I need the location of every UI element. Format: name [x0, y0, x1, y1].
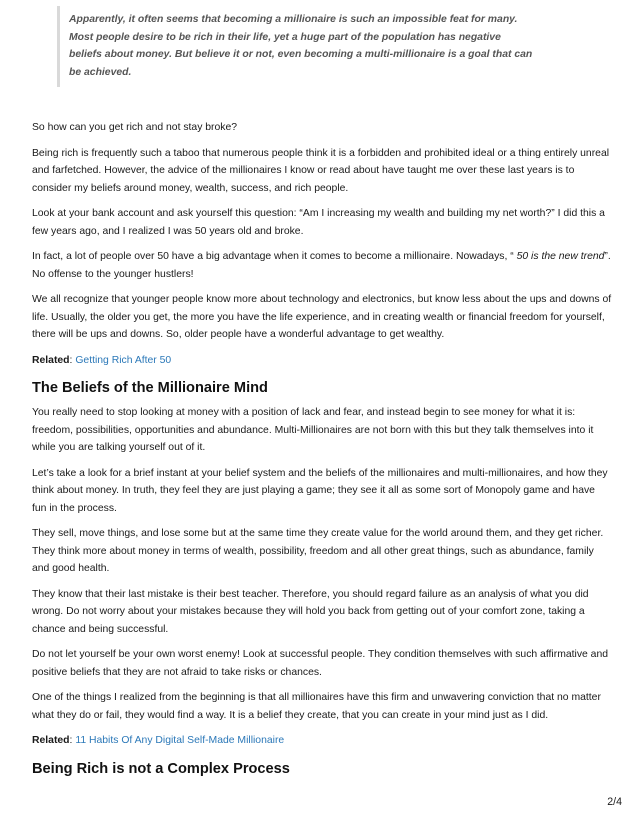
- paragraph: One of the things I realized from the beginning is that all millionaires have this firm and unwavering conviction that no matter what they do or fail, they would find a way. It is a belief they create, that you can create in your mind just as I did.: [32, 692, 601, 721]
- quote-line: be achieved.: [69, 66, 132, 78]
- article-body: [32, 119, 612, 785]
- quote-line: Apparently, it often seems that becoming a millionaire is such an impossible feat for many.: [69, 14, 518, 25]
- paragraph: Do not let yourself be your own worst enemy! Look at successful people. They condition themselves with such affirmative and positive beliefs that they are not afraid to take risks or chances.: [32, 649, 609, 678]
- paragraph: You really need to stop looking at money with a position of lack and fear, and instead begin to see money for what it is: freedom, possibilities, opportunities and abundance. Multi-Millionaires are not born with this but they talk themselves into it while you are talking yourself out of it.: [32, 407, 594, 453]
- related-line: [32, 732, 612, 750]
- related-label: Related: [32, 735, 70, 746]
- section-heading: The Beliefs of the Millionaire Mind: [32, 380, 268, 396]
- paragraph: Being rich is frequently such a taboo that numerous people think it is a forbidden and prohibited ideal or a thing entirely unreal and farfetched. However, the advice of the millionaires I know or read about have taught me over these last years is to consider my beliefs around money, wealth, success, and rich people.: [32, 147, 610, 194]
- section-heading: Being Rich is not a Complex Process: [32, 760, 290, 777]
- paragraph-text: ”. No offense to the younger hustlers!: [32, 251, 611, 280]
- paragraph: They know that their last mistake is their best teacher. Therefore, you should regard failure as an analysis of what you did wrong. Do not worry about your mistakes because they will hold you back from getting out of your comfort zone, taking a chance and being successful.: [32, 588, 589, 635]
- paragraph: They sell, move things, and lose some but at the same time they create value for the world around them, and they get richer. They think more about money in terms of wealth, possibility, freedom and all other great things, such as abundance, family and good health.: [32, 528, 604, 574]
- emphasis-text: 50 is the new trend: [516, 251, 605, 262]
- related-separator: :: [69, 735, 76, 746]
- quote-line: beliefs about money. But believe it or not, even becoming a multi-millionaire is a goal that can: [69, 49, 533, 60]
- related-line: [32, 352, 612, 370]
- paragraph-text: In fact, a lot of people over 50 have a big advantage when it comes to become a millionaire. Nowadays, “: [32, 251, 517, 262]
- paragraph: Look at your bank account and ask yourself this question: “Am I increasing my wealth and building my net worth?” I did this a few years ago, and I realized I was 50 years old and broke.: [32, 208, 605, 237]
- paragraph: Let’s take a look for a brief instant at your belief system and the beliefs of the millionaires and multi-millionaires, and how they think about money. In truth, they feel they are just playing a game; they see it all as some sort of Monopoly game and have fun in the process.: [32, 467, 608, 514]
- paragraph: We all recognize that younger people know more about technology and electronics, but know less about the ups and downs of life. Usually, the older you get, the more you have the life experience, and in creating wealth or financial freedom for yourself, there will be ups and downs. So, older people have a wonderful advantage to get wealthy.: [32, 294, 612, 340]
- quote-line: Most people desire to be rich in their life, yet a huge part of the population has negative: [69, 31, 501, 43]
- pull-quote: [57, 6, 589, 87]
- related-link[interactable]: 11 Habits Of Any Digital Self-Made Millionaire: [75, 735, 285, 746]
- paragraph: So how can you get rich and not stay broke?: [32, 122, 238, 133]
- related-label: Related: [32, 354, 70, 366]
- page-number: 2/4: [607, 796, 622, 808]
- related-separator: :: [69, 354, 76, 366]
- related-link[interactable]: Getting Rich After 50: [75, 354, 172, 366]
- paragraph: [32, 248, 612, 283]
